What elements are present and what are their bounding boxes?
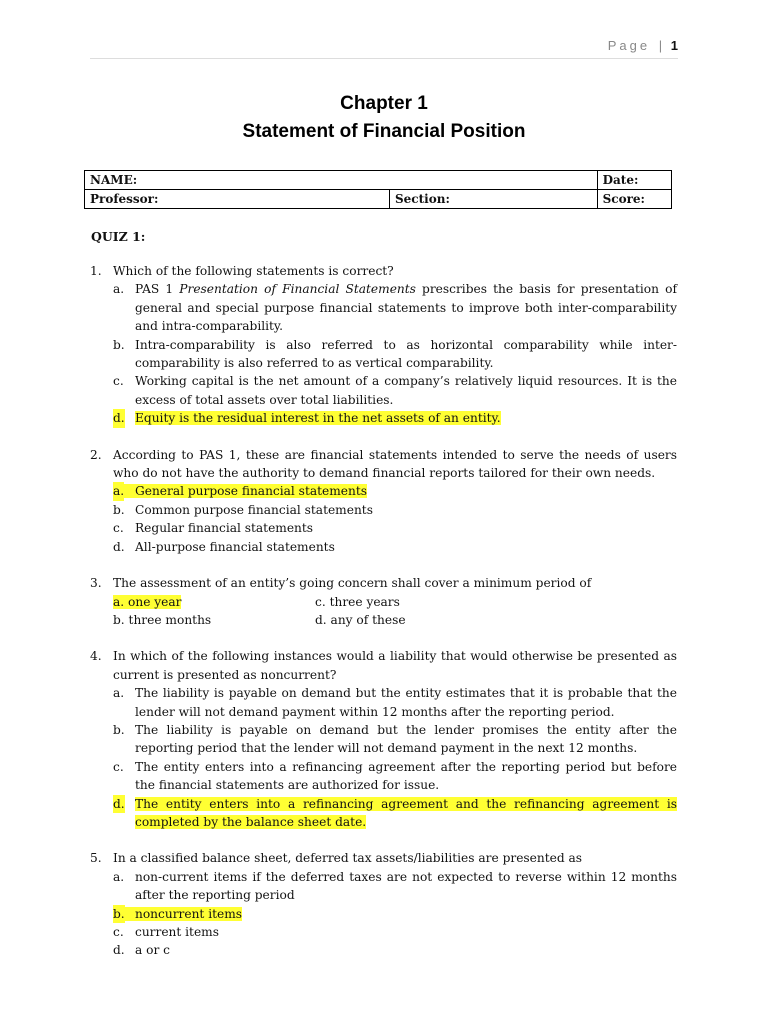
chapter-title: Chapter 1: [340, 93, 428, 114]
option-text: Common purpose financial statements: [135, 502, 373, 517]
option-b: b. three months: [113, 612, 212, 627]
page-number: 1: [670, 38, 678, 53]
option-text: The entity enters into a refinancing agreement after the reporting period but before the financial statements are authorized for issue.: [135, 759, 677, 793]
option-text: General purpose financial statements: [113, 484, 367, 498]
option-text: a or c: [135, 943, 171, 958]
student-info-table: [84, 170, 672, 209]
option-letter: d.: [113, 943, 125, 958]
option-text-italic: Presentation of Financial Statements: [179, 282, 416, 297]
option-text: Intra-comparability is also referred to as horizontal comparability while inter-comparability is also referred to as vertical comparability.: [135, 337, 677, 371]
option-d-answer: [113, 409, 677, 427]
page-separator: |: [658, 38, 663, 53]
option-text: Regular financial statements: [135, 521, 314, 536]
option-text: The entity enters into a refinancing agreement and the refinancing agreement is completed by the balance sheet date.: [135, 796, 677, 829]
header-rule: [90, 58, 678, 59]
option-c: c. three years: [315, 594, 400, 609]
option-letter: d.: [113, 409, 125, 427]
section-field: Section:: [390, 190, 598, 209]
option-a: [113, 684, 677, 721]
question-text: In a classified balance sheet, deferred tax assets/liabilities are presented as: [113, 851, 583, 866]
question-text: The assessment of an entity’s going concern shall cover a minimum period of: [113, 576, 592, 591]
option-b: [113, 501, 677, 519]
option-c: [113, 519, 677, 537]
option-a-answer: [113, 482, 677, 500]
option-letter: c.: [113, 925, 124, 939]
option-letter: b.: [113, 502, 125, 517]
option-text: non-current items if the deferred taxes are not expected to reverse within 12 months after the reporting period: [135, 869, 677, 903]
question-2: [90, 446, 677, 556]
option-text-post: prescribes the basis for presentation of general and special purpose financial statements to improve both inter-comparability and intra-comparability.: [135, 282, 677, 334]
question-5: [90, 849, 677, 959]
date-field: Date:: [597, 171, 671, 190]
option-a: [113, 868, 677, 905]
option-text-pre: PAS 1: [135, 282, 180, 297]
option-letter: a.: [113, 282, 125, 297]
option-letter: a.: [113, 686, 125, 701]
option-text: Equity is the residual interest in the net assets of an entity.: [135, 411, 501, 426]
question-number: 2.: [90, 447, 102, 462]
page-word: Page: [607, 38, 651, 53]
option-b: [113, 721, 677, 758]
option-d-answer: [113, 795, 677, 832]
option-letter: d.: [113, 795, 125, 813]
option-a: [113, 280, 677, 335]
question-number: 1.: [90, 264, 102, 278]
option-letter: b.: [113, 905, 125, 923]
option-text: current items: [135, 925, 219, 939]
option-d: [113, 941, 677, 959]
quiz-questions: [90, 262, 677, 978]
question-number: 5.: [90, 851, 102, 866]
option-letter: a.: [113, 482, 124, 500]
question-text: In which of the following instances would a liability that would otherwise be presented as current is presented as noncurrent?: [113, 649, 677, 682]
question-text: Which of the following statements is correct?: [113, 264, 394, 278]
option-letter: b.: [113, 722, 125, 737]
option-letter: b.: [113, 337, 125, 352]
option-letter: c.: [113, 521, 124, 536]
option-b: [113, 336, 677, 373]
score-field: Score:: [597, 190, 671, 209]
question-number: 4.: [90, 649, 102, 664]
question-3: [90, 574, 677, 629]
options-row-1: [113, 593, 677, 611]
option-d: d. any of these: [315, 612, 406, 627]
option-text: noncurrent items: [113, 907, 242, 921]
professor-field: Professor:: [85, 190, 390, 209]
chapter-subtitle: Statement of Financial Position: [242, 121, 526, 142]
option-c: [113, 372, 677, 409]
quiz-title: QUIZ 1:: [91, 229, 146, 244]
page-number-header: [608, 38, 678, 53]
question-1: [90, 262, 677, 428]
option-d: [113, 538, 677, 556]
question-text: According to PAS 1, these are financial statements intended to serve the needs of users who do not have the authority to demand financial reports tailored for their own needs.: [113, 447, 677, 481]
option-letter: c.: [113, 374, 124, 389]
option-letter: d.: [113, 539, 125, 554]
option-text: Working capital is the net amount of a company’s relatively liquid resources. It is the excess of total assets over total liabilities.: [135, 374, 677, 407]
option-letter: a.: [113, 869, 125, 884]
option-c: [113, 758, 677, 795]
option-c: [113, 923, 677, 941]
option-letter: c.: [113, 759, 124, 774]
question-number: 3.: [90, 576, 102, 591]
option-a-answer: a. one year: [113, 594, 182, 609]
question-4: [90, 647, 677, 831]
option-text: The liability is payable on demand but the lender promises the entity after the reporting period that the lender will not demand payment in the next 12 months.: [135, 722, 677, 756]
option-text: The liability is payable on demand but the entity estimates that it is probable that the lender will not demand payment within 12 months after the reporting period.: [135, 686, 677, 719]
options-row-2: [113, 611, 677, 629]
option-text: All-purpose financial statements: [135, 539, 335, 554]
name-field: NAME:: [85, 171, 598, 190]
option-b-answer: [113, 905, 677, 923]
